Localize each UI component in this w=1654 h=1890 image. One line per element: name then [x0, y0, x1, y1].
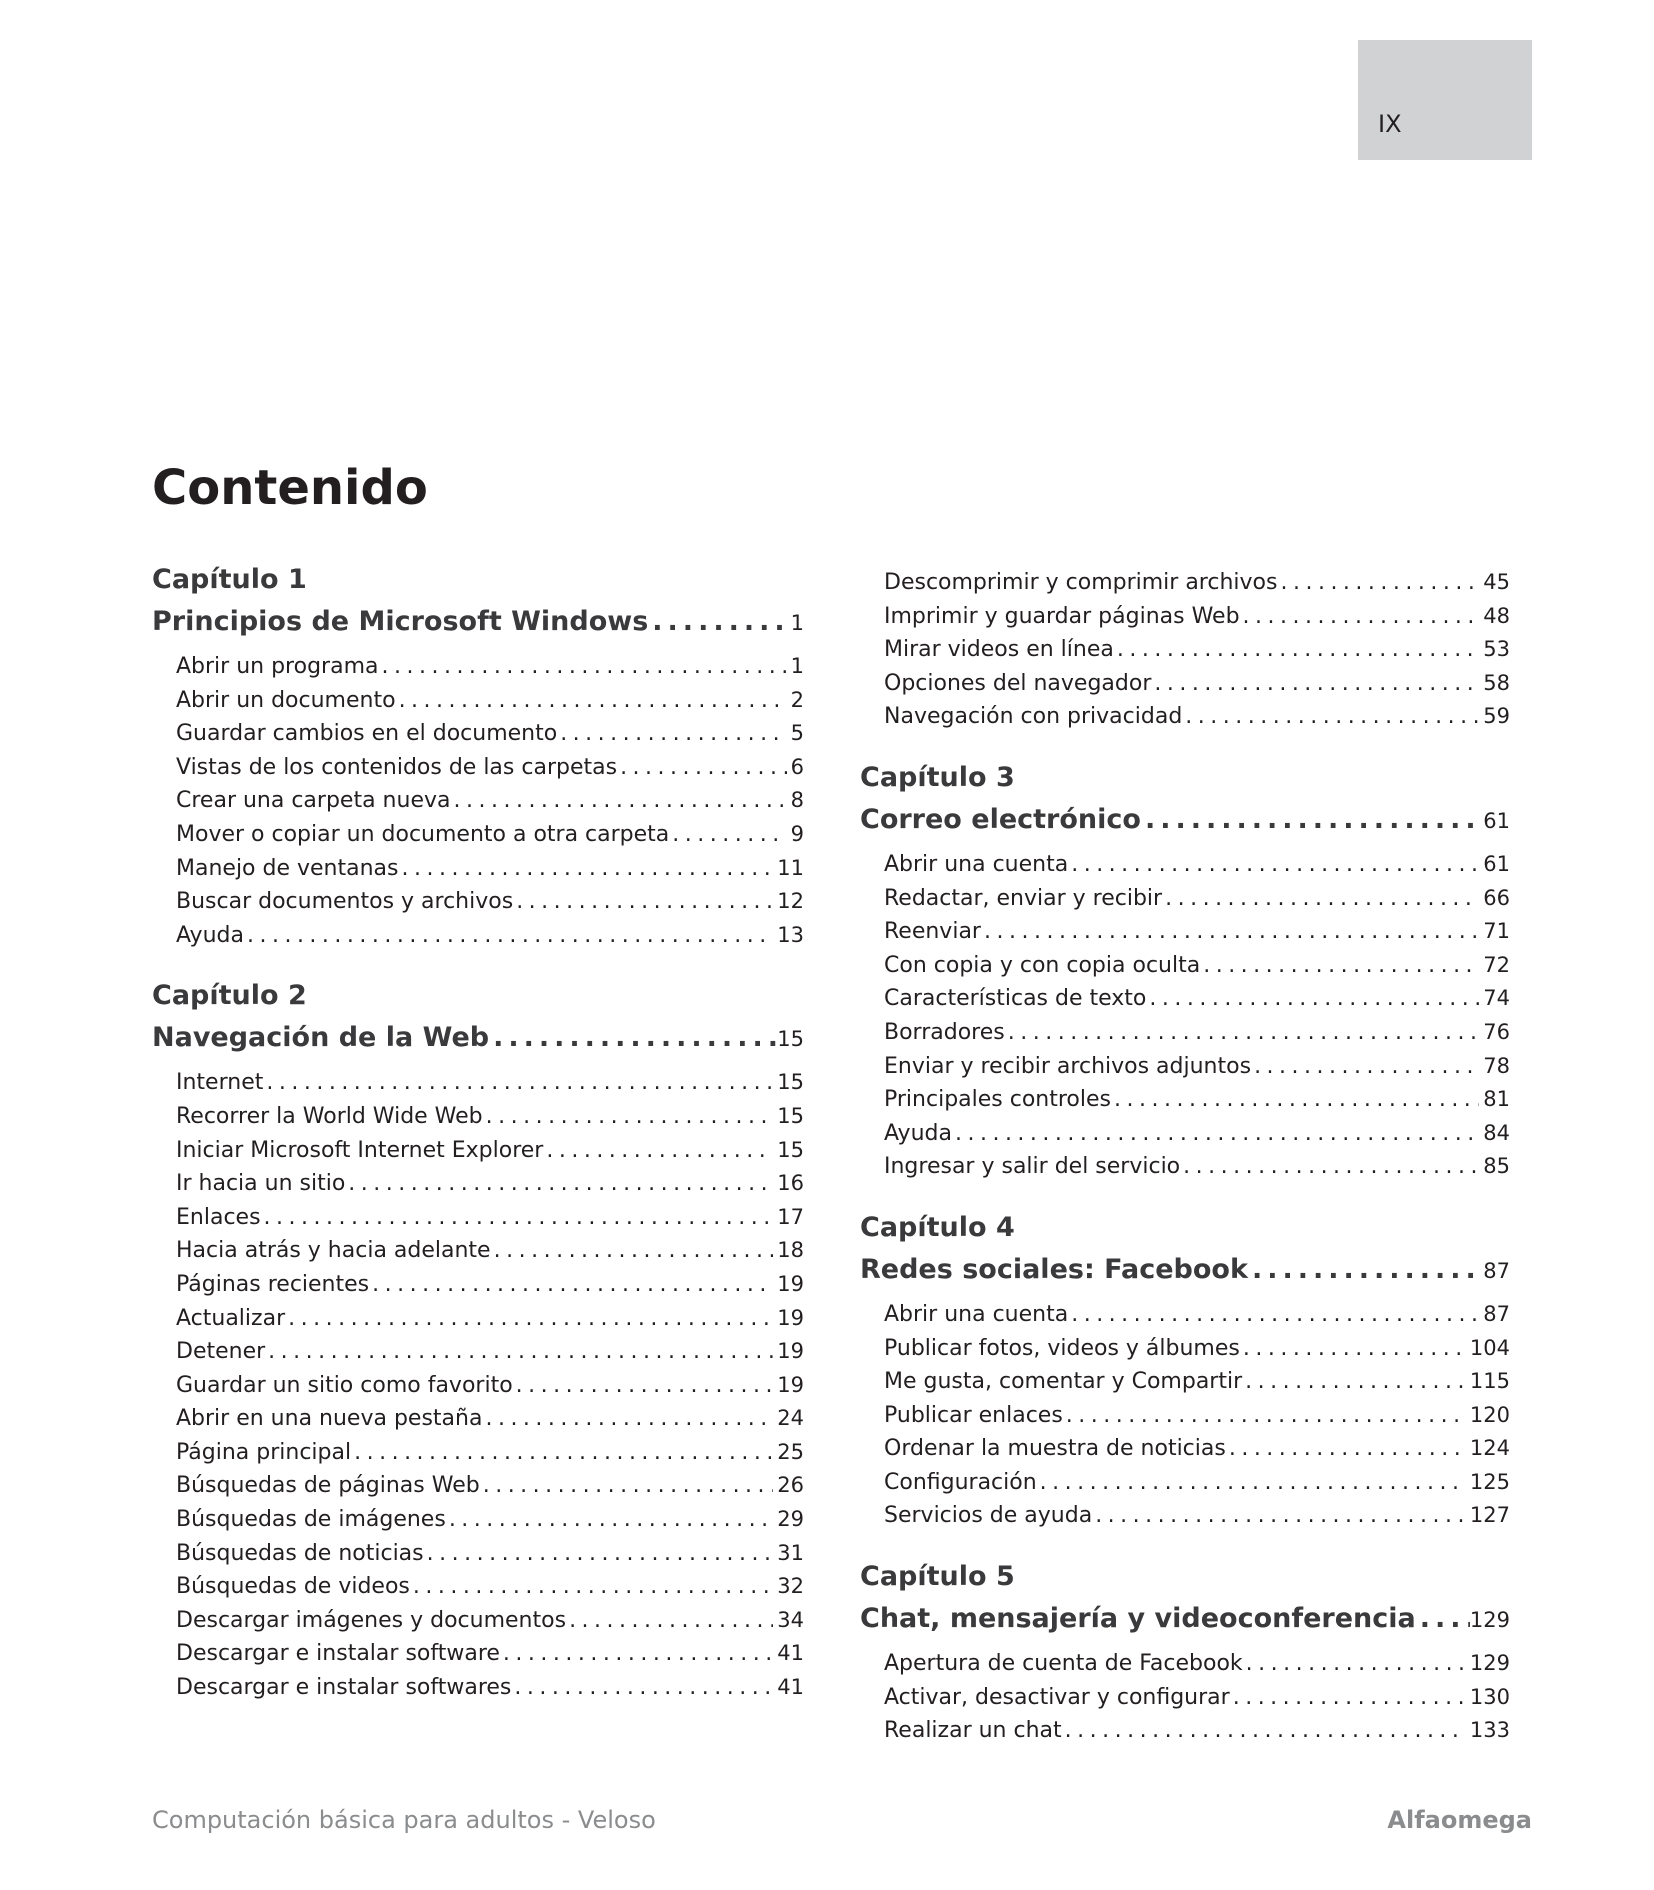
toc-continued-items [860, 566, 1510, 734]
toc-entry-page: 129 [1469, 1651, 1510, 1676]
dot-leader [1141, 798, 1483, 842]
dot-leader [1146, 982, 1479, 1016]
toc-entry-title: Abrir una cuenta [884, 1301, 1069, 1327]
toc-entry[interactable] [176, 1268, 804, 1302]
toc-entry[interactable] [884, 1714, 1510, 1748]
dot-leader [265, 1335, 773, 1369]
dot-leader [1251, 1050, 1479, 1084]
chapter-title-entry[interactable] [860, 1248, 1510, 1292]
chapter-label: Capítulo 4 [860, 1211, 1015, 1243]
toc-entry-title: Realizar un chat [884, 1718, 1062, 1744]
dot-leader [1062, 1714, 1466, 1748]
dot-leader [1277, 566, 1479, 600]
dot-leader [1243, 1647, 1466, 1681]
toc-entry-page: 1 [790, 654, 804, 678]
toc-entry-title: Guardar un sitio como favorito [176, 1372, 513, 1398]
toc-entry-page: 48 [1483, 603, 1510, 628]
toc-entry-page: 45 [1483, 570, 1510, 594]
toc-entry-title: Recorrer la World Wide Web [176, 1103, 483, 1129]
toc-entry-title: Abrir una cuenta [884, 851, 1069, 877]
toc-entry-page: 15 [777, 1070, 804, 1095]
toc-entry-page: 81 [1483, 1087, 1510, 1112]
toc-entry-title: Detener [176, 1339, 266, 1365]
toc-entry-page: 87 [1483, 1301, 1510, 1326]
toc-entry[interactable] [884, 882, 1510, 916]
toc-entry[interactable] [176, 717, 804, 751]
dot-leader [1200, 949, 1479, 983]
toc-entry-title: Redactar, enviar y recibir [884, 885, 1163, 911]
dot-leader [1416, 1597, 1470, 1641]
toc-entry-page: 32 [777, 1574, 804, 1599]
dot-leader [483, 1100, 774, 1134]
toc-entry-title: Búsquedas de videos [176, 1574, 410, 1600]
toc-entry-title: Actualizar [176, 1305, 286, 1331]
toc-entry-title: Búsquedas de noticias [176, 1540, 424, 1566]
chapter-title: Navegación de la Web [152, 1022, 490, 1054]
dot-leader [396, 684, 787, 718]
toc-entry-page: 24 [777, 1406, 804, 1431]
toc-chapter [860, 1208, 1510, 1533]
toc-entry-page: 31 [777, 1540, 804, 1565]
toc-entry-title: Principales controles [884, 1087, 1111, 1113]
chapter-title: Correo electrónico [860, 803, 1141, 835]
dot-leader [351, 1436, 773, 1470]
toc-entry-title: Crear una carpeta nueva [176, 788, 451, 814]
toc-entry[interactable] [884, 1399, 1510, 1433]
toc-entry-page: 19 [777, 1372, 804, 1397]
toc-entry[interactable] [884, 700, 1510, 734]
toc-entry-title: Descargar imágenes y documentos [176, 1607, 567, 1633]
toc-entry[interactable] [176, 751, 804, 785]
chapter-items [860, 1647, 1510, 1748]
dot-leader [981, 915, 1479, 949]
toc-entry-page: 59 [1483, 704, 1510, 729]
toc-entry-page: 26 [777, 1473, 804, 1498]
toc-chapter [860, 1557, 1510, 1748]
toc-entry-page: 9 [790, 821, 804, 846]
dot-leader [345, 1167, 773, 1201]
toc-entry[interactable] [884, 1150, 1510, 1184]
chapter-title: Principios de Microsoft Windows [152, 606, 649, 637]
toc-entry[interactable] [176, 1302, 804, 1336]
toc-entry[interactable] [884, 848, 1510, 882]
toc-entry-page: 19 [777, 1271, 804, 1296]
toc-entry-page: 13 [777, 922, 804, 947]
chapter-title: Redes sociales: Facebook [860, 1253, 1248, 1285]
toc-entry[interactable] [176, 885, 804, 919]
dot-leader [1111, 1083, 1479, 1117]
toc-entry-page: 34 [777, 1607, 804, 1632]
chapter-page: 61 [1483, 808, 1510, 833]
toc-entry-title: Guardar cambios en el documento [176, 721, 558, 747]
dot-leader [491, 1234, 774, 1268]
toc-entry-page: 29 [777, 1507, 804, 1532]
toc-entry[interactable] [176, 1066, 804, 1100]
toc-entry-title: Enlaces [176, 1204, 261, 1230]
toc-entry-title: Abrir un documento [176, 687, 396, 713]
dot-leader [1180, 1150, 1479, 1184]
toc-entry-page: 41 [777, 1675, 804, 1700]
dot-leader [1162, 882, 1479, 916]
chapter-page: 129 [1469, 1608, 1510, 1633]
toc-entry-page: 133 [1469, 1718, 1510, 1743]
dot-leader [1037, 1466, 1466, 1500]
toc-entry-title: Apertura de cuenta de Facebook [884, 1651, 1243, 1677]
dot-leader [1092, 1499, 1466, 1533]
toc-entry[interactable] [884, 915, 1510, 949]
toc-entry-title: Imprimir y guardar páginas Web [884, 603, 1240, 629]
toc-entry-title: Abrir un programa [176, 654, 379, 679]
toc-entry[interactable] [884, 1432, 1510, 1466]
toc-entry-page: 15 [777, 1137, 804, 1162]
toc-entry-title: Internet [176, 1070, 264, 1096]
dot-leader [648, 600, 790, 644]
toc-entry-page: 8 [790, 788, 804, 813]
chapter-label: Capítulo 1 [152, 564, 307, 595]
footer-book-title: Computación básica para adultos - Veloso [152, 1806, 656, 1834]
toc-entry[interactable] [176, 784, 804, 818]
toc-entry-page: 124 [1469, 1436, 1510, 1461]
toc-entry-title: Manejo de ventanas [176, 855, 399, 881]
dot-leader [410, 1570, 773, 1604]
dot-leader [1242, 1365, 1466, 1399]
toc-entry[interactable] [176, 1570, 804, 1604]
dot-leader [952, 1117, 1479, 1151]
toc-entry-title: Buscar documentos y archivos [176, 889, 514, 915]
toc-entry[interactable] [884, 982, 1510, 1016]
toc-entry-title: Activar, desactivar y configurar [884, 1684, 1230, 1710]
toc-entry-page: 6 [790, 754, 804, 779]
toc-entry-page: 72 [1483, 952, 1510, 977]
toc-entry[interactable] [176, 1167, 804, 1201]
chapter-label: Capítulo 5 [860, 1561, 1015, 1593]
dot-leader [566, 1604, 773, 1638]
dot-leader [1226, 1432, 1466, 1466]
toc-entry-page: 16 [777, 1171, 804, 1196]
toc-chapter [152, 560, 804, 952]
toc-entry-page: 12 [777, 889, 804, 914]
toc-entry-page: 78 [1483, 1053, 1510, 1078]
toc-chapter [860, 758, 1510, 1184]
chapter-title: Chat, mensajería y videoconferencia [860, 1603, 1416, 1635]
dot-leader [1068, 848, 1479, 882]
toc-entry-title: Hacia atrás y hacia adelante [176, 1238, 491, 1264]
toc-entry-title: Búsquedas de imágenes [176, 1507, 446, 1533]
dot-leader [261, 1201, 774, 1235]
dot-leader [1114, 633, 1479, 667]
dot-leader [285, 1302, 773, 1336]
toc-entry[interactable] [884, 600, 1510, 634]
toc-entry[interactable] [884, 1365, 1510, 1399]
dot-leader [446, 1503, 773, 1537]
dot-leader [480, 1469, 774, 1503]
toc-entry[interactable] [176, 1604, 804, 1638]
dot-leader [669, 818, 786, 852]
toc-entry[interactable] [176, 1469, 804, 1503]
toc-entry-title: Publicar enlaces [884, 1402, 1063, 1428]
chapter-title-entry[interactable] [152, 1016, 804, 1060]
dot-leader [511, 1671, 773, 1705]
dot-leader [1182, 700, 1479, 734]
toc-entry-page: 5 [790, 721, 804, 746]
toc-entry-page: 53 [1483, 637, 1510, 662]
toc-left-column [152, 560, 804, 1705]
dot-leader [263, 1066, 773, 1100]
dot-leader [543, 1134, 773, 1168]
toc-entry[interactable] [884, 667, 1510, 701]
page-title: Contenido [152, 460, 428, 516]
page-number: IX [1378, 110, 1402, 138]
toc-entry[interactable] [884, 949, 1510, 983]
toc-entry[interactable] [884, 1332, 1510, 1366]
dot-leader [1230, 1681, 1466, 1715]
toc-entry-page: 76 [1483, 1019, 1510, 1044]
chapter-items [860, 1298, 1510, 1533]
toc-entry-page: 85 [1483, 1154, 1510, 1179]
toc-entry[interactable] [884, 1647, 1510, 1681]
toc-entry-title: Configuración [884, 1469, 1037, 1495]
toc-entry-title: Con copia y con copia oculta [884, 952, 1201, 978]
toc-entry-title: Abrir en una nueva pestaña [176, 1406, 483, 1432]
toc-entry-page: 58 [1483, 670, 1510, 695]
dot-leader [378, 650, 786, 684]
dot-leader [500, 1637, 773, 1671]
chapter-page: 1 [790, 611, 804, 635]
toc-entry[interactable] [176, 1100, 804, 1134]
toc-entry-page: 61 [1483, 851, 1510, 876]
chapter-title-entry[interactable] [860, 1597, 1510, 1641]
toc-entry-title: Ir hacia un sitio [176, 1171, 346, 1197]
dot-leader [513, 885, 773, 919]
toc-entry-title: Página principal [176, 1439, 352, 1465]
toc-entry-title: Descargar e instalar softwares [176, 1675, 512, 1701]
toc-entry-page: 71 [1483, 919, 1510, 944]
toc-entry[interactable] [176, 1369, 804, 1403]
toc-entry[interactable] [176, 852, 804, 886]
toc-entry-page: 125 [1469, 1469, 1510, 1494]
toc-entry-title: Publicar fotos, videos y álbumes [884, 1335, 1240, 1361]
dot-leader [489, 1016, 777, 1060]
toc-entry-title: Descargar e instalar software [176, 1641, 500, 1667]
toc-entry[interactable] [176, 1436, 804, 1470]
toc-entry-title: Mirar videos en línea [884, 637, 1114, 663]
toc-entry-title: Vistas de los contenidos de las carpetas [176, 754, 618, 780]
toc-entry-page: 2 [790, 687, 804, 712]
toc-entry[interactable] [176, 1537, 804, 1571]
toc-entry[interactable] [176, 1234, 804, 1268]
dot-leader [617, 751, 787, 785]
toc-entry-page: 25 [777, 1439, 804, 1464]
toc-entry[interactable] [884, 566, 1510, 600]
toc-entry-page: 66 [1483, 885, 1510, 910]
dot-leader [450, 784, 786, 818]
dot-leader [1248, 1248, 1483, 1292]
toc-entry[interactable] [176, 1637, 804, 1671]
chapter-title-entry[interactable] [152, 600, 804, 644]
toc-entry-page: 115 [1469, 1369, 1510, 1394]
toc-entry-title: Ordenar la muestra de noticias [884, 1436, 1226, 1462]
toc-entry-page: 127 [1469, 1503, 1510, 1528]
toc-entry-page: 84 [1483, 1120, 1510, 1145]
chapter-label: Capítulo 2 [152, 980, 307, 1012]
toc-entry-page: 11 [777, 855, 804, 880]
chapter-page: 15 [777, 1027, 804, 1052]
toc-entry[interactable] [176, 919, 804, 953]
toc-entry[interactable] [176, 1201, 804, 1235]
dot-leader [513, 1369, 774, 1403]
dot-leader [1240, 1332, 1466, 1366]
toc-entry-title: Me gusta, comentar y Compartir [884, 1369, 1243, 1395]
toc-entry[interactable] [884, 1466, 1510, 1500]
dot-leader [244, 919, 773, 953]
toc-entry[interactable] [884, 1499, 1510, 1533]
toc-entry-page: 18 [777, 1238, 804, 1263]
toc-entry[interactable] [884, 1050, 1510, 1084]
toc-entry-title: Servicios de ayuda [884, 1503, 1093, 1529]
chapter-items [860, 848, 1510, 1184]
toc-entry-title: Ayuda [176, 922, 244, 948]
toc-entry-title: Borradores [884, 1019, 1005, 1045]
toc-entry-page: 19 [777, 1305, 804, 1330]
toc-entry[interactable] [176, 818, 804, 852]
toc-entry[interactable] [884, 633, 1510, 667]
toc-entry-page: 17 [777, 1204, 804, 1229]
toc-entry[interactable] [176, 684, 804, 718]
toc-entry[interactable] [884, 1298, 1510, 1332]
toc-entry-page: 130 [1469, 1684, 1510, 1709]
toc-entry-title: Características de texto [884, 986, 1147, 1012]
toc-entry[interactable] [176, 1134, 804, 1168]
dot-leader [1005, 1016, 1480, 1050]
toc-entry-page: 74 [1483, 986, 1510, 1011]
toc-entry-page: 15 [777, 1103, 804, 1128]
toc-right-column [860, 566, 1510, 1748]
toc-entry-title: Descomprimir y comprimir archivos [884, 570, 1278, 595]
toc-entry[interactable] [176, 1671, 804, 1705]
dot-leader [482, 1402, 773, 1436]
toc-entry-title: Opciones del navegador [884, 670, 1152, 696]
toc-entry[interactable] [884, 1016, 1510, 1050]
toc-entry[interactable] [176, 1335, 804, 1369]
toc-entry-title: Navegación con privacidad [884, 704, 1183, 730]
dot-leader [1240, 600, 1480, 634]
dot-leader [557, 717, 786, 751]
footer-publisher: Alfaomega [1387, 1806, 1532, 1834]
toc-chapter [152, 976, 804, 1704]
toc-entry-page: 104 [1469, 1335, 1510, 1360]
toc-entry-title: Ingresar y salir del servicio [884, 1154, 1181, 1180]
toc-entry[interactable] [176, 650, 804, 684]
chapter-items [152, 650, 804, 952]
toc-entry[interactable] [884, 1083, 1510, 1117]
chapter-label: Capítulo 3 [860, 761, 1015, 793]
dot-leader [1063, 1399, 1466, 1433]
toc-entry-title: Páginas recientes [176, 1271, 370, 1297]
toc-entry[interactable] [176, 1503, 804, 1537]
dot-leader [399, 852, 774, 886]
chapter-title-entry[interactable] [860, 798, 1510, 842]
toc-entry-title: Iniciar Microsoft Internet Explorer [176, 1137, 544, 1163]
toc-entry[interactable] [176, 1402, 804, 1436]
toc-entry-page: 19 [777, 1339, 804, 1364]
toc-entry-title: Reenviar [884, 919, 981, 945]
toc-entry[interactable] [884, 1117, 1510, 1151]
toc-entry-title: Mover o copiar un documento a otra carpeta [176, 821, 670, 847]
page-number-tab [1358, 40, 1532, 160]
toc-entry-page: 41 [777, 1641, 804, 1666]
toc-entry[interactable] [884, 1681, 1510, 1715]
toc-entry-page: 120 [1469, 1402, 1510, 1427]
toc-entry-title: Ayuda [884, 1120, 952, 1146]
dot-leader [369, 1268, 773, 1302]
dot-leader [1151, 667, 1479, 701]
chapter-page: 87 [1483, 1258, 1510, 1283]
chapter-items [152, 1066, 804, 1704]
toc-entry-title: Enviar y recibir archivos adjuntos [884, 1053, 1252, 1079]
dot-leader [1068, 1298, 1479, 1332]
dot-leader [424, 1537, 774, 1571]
toc-entry-title: Búsquedas de páginas Web [176, 1473, 480, 1499]
